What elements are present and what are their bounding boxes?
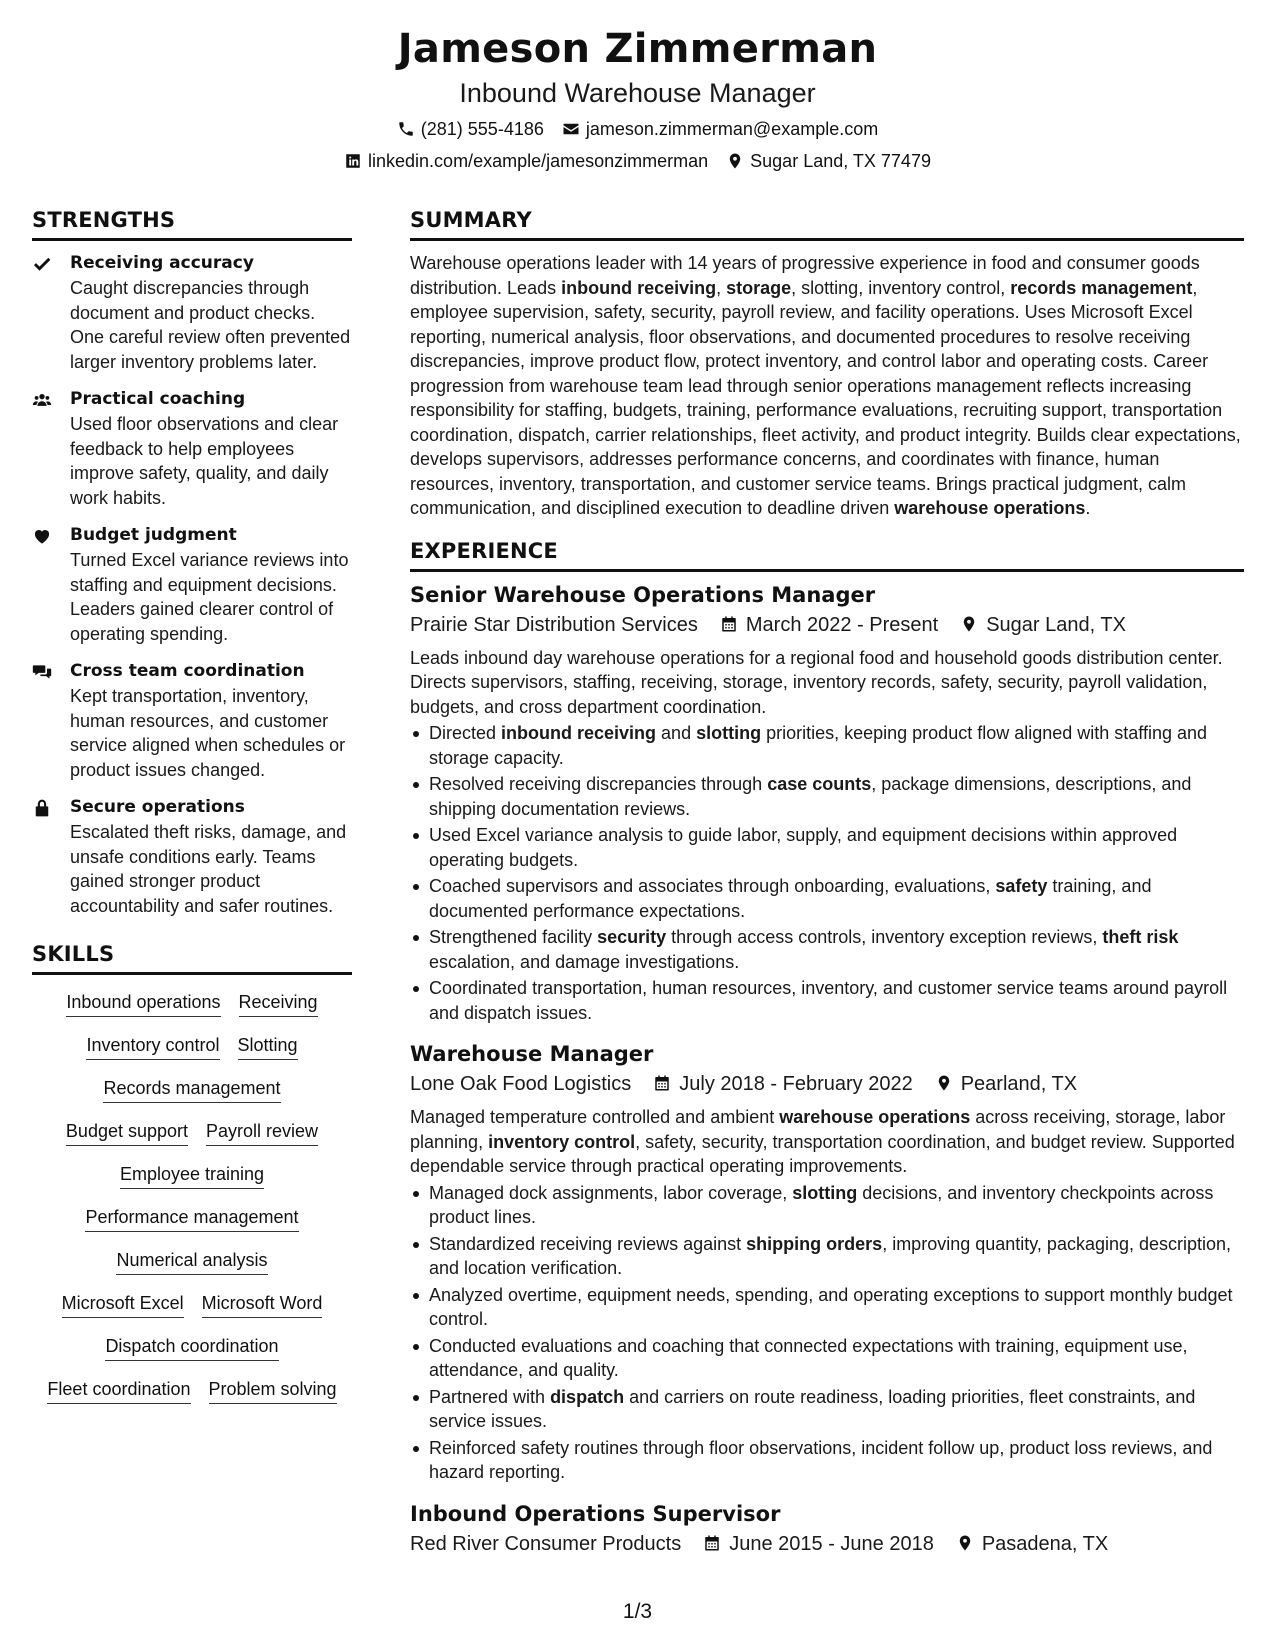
text-run: , improving quantity, packaging, description, and location verification. <box>429 1233 1232 1278</box>
contact-linkedin[interactable] <box>344 148 708 174</box>
contact-location <box>726 148 931 174</box>
bold-text: slotting <box>696 723 762 743</box>
skill-row <box>32 1075 352 1103</box>
bold-text: security <box>597 927 667 947</box>
phone-icon <box>397 120 415 138</box>
skill-row <box>32 989 352 1017</box>
skill-tag: Microsoft Word <box>202 1290 323 1318</box>
strength-title: Secure operations <box>70 797 245 817</box>
bold-text: slotting <box>792 1182 858 1203</box>
envelope-icon <box>562 120 580 138</box>
job-description <box>410 646 1244 720</box>
calendar-icon <box>653 1074 671 1092</box>
strength-desc: Turned Excel variance reviews into staffing and equipment decisions. Leaders gained clearer control of operating spending. <box>70 550 349 644</box>
strengths-list <box>32 251 352 918</box>
text-run: , <box>716 277 727 298</box>
strength-desc: Kept transportation, inventory, human resources, and customer service aligned when schedules or product issues changed. <box>70 686 346 780</box>
bold-text: records management <box>1010 277 1193 298</box>
map-pin-icon <box>956 1534 974 1552</box>
calendar-icon-wrap <box>653 1069 671 1099</box>
location-text: Sugar Land, TX 77479 <box>750 151 931 171</box>
contact-phone <box>397 116 544 142</box>
job-description <box>410 1105 1244 1179</box>
skill-tag: Inventory control <box>86 1032 219 1060</box>
strength-body <box>70 795 352 918</box>
contact-row-1 <box>0 116 1275 142</box>
text-run: , safety, security, transportation coordination, and budget review. Supported dependable service through practical operating improvements. <box>410 1131 1235 1176</box>
heart-icon <box>32 526 52 546</box>
job-company: Prairie Star Distribution Services <box>410 613 698 636</box>
strength-item <box>32 251 352 374</box>
skill-tag: Fleet coordination <box>47 1376 190 1404</box>
strength-icon-wrap <box>32 659 70 782</box>
skill-row <box>32 1204 352 1232</box>
job-dates: March 2022 - Present <box>745 613 939 636</box>
text-run: and carriers on route readiness, loading priorities, fleet constraints, and service issues. <box>429 1386 1196 1431</box>
candidate-title: Inbound Warehouse Manager <box>459 78 816 108</box>
contact-row-2 <box>0 148 1275 174</box>
job-location: Pasadena, TX <box>981 1532 1109 1555</box>
bold-text: inbound receiving <box>561 277 717 298</box>
strength-title: Cross team coordination <box>70 661 305 681</box>
text-run: , package dimensions, descriptions, and shipping documentation reviews. <box>429 774 1192 819</box>
text-run: Directed <box>429 723 502 743</box>
text-run: Reinforced safety routines through floor observations, incident follow up, product loss reviews, and hazard reporting. <box>429 1437 1213 1482</box>
map-pin-icon <box>726 152 744 170</box>
skills-heading: SKILLS <box>32 940 352 975</box>
job-bullet <box>410 1385 1244 1434</box>
users-icon <box>32 390 52 410</box>
strength-desc: Caught discrepancies through document and product checks. One careful review often prevented larger inventory problems later. <box>70 278 351 372</box>
skill-tag: Microsoft Excel <box>62 1290 184 1318</box>
map-pin-icon-wrap <box>956 1529 974 1559</box>
text-run: escalation, and damage investigations. <box>429 951 740 972</box>
text-run: Coached supervisors and associates through onboarding, evaluations, <box>429 876 996 896</box>
skill-tag: Inbound operations <box>66 989 220 1017</box>
job-meta <box>410 1529 1244 1559</box>
skill-row <box>32 1032 352 1060</box>
job-company: Red River Consumer Products <box>410 1532 682 1555</box>
job-bullet <box>410 874 1244 923</box>
job-bullet <box>410 721 1244 770</box>
check-icon <box>32 254 52 274</box>
strength-icon-wrap <box>32 523 70 646</box>
job-entry <box>410 1039 1244 1485</box>
strength-item <box>32 795 352 918</box>
email-text: jameson.zimmerman@example.com <box>585 119 879 139</box>
text-run: through access controls, inventory exception reviews, <box>666 927 1103 947</box>
strength-body <box>70 523 352 646</box>
strength-item <box>32 387 352 510</box>
bold-text: shipping orders <box>746 1233 883 1254</box>
map-pin-icon-wrap <box>960 610 978 640</box>
bold-text: dispatch <box>550 1386 625 1407</box>
job-bullet <box>410 1436 1244 1485</box>
text-run: training, and documented performance expectations. <box>429 876 1152 921</box>
summary-text <box>410 251 1244 521</box>
job-bullet <box>410 1232 1244 1281</box>
strength-desc: Used floor observations and clear feedback to help employees improve safety, quality, and daily work habits. <box>70 414 339 508</box>
strengths-heading: STRENGTHS <box>32 206 352 241</box>
text-run: Coordinated transportation, human resources, inventory, and customer service teams around payroll and dispatch issues. <box>429 978 1228 1023</box>
strength-body <box>70 387 352 510</box>
job-entry <box>410 1499 1244 1559</box>
page-number: 1/3 <box>622 1600 653 1623</box>
skill-tag: Budget support <box>66 1118 188 1146</box>
text-run: , employee supervision, safety, security, payroll review, and facility operations. Uses Microsoft Excel reporting, numerical analysis, floor observations, and documented procedures to resolve receiving discrepancies, improve product flow, protect inventory, and control labor and operating costs. Career progression from warehouse team lead through senior operations management reflects increasing responsibility for staffing, budgets, training, performance evaluations, recruiting support, transportation coordination, dispatch, carrier relationships, fleet activity, and product integrity. Builds clear expectations, develops supervisors, addresses performance concerns, and coordinates with finance, human resources, inventory, transportation, and customer service teams. Brings practical judgment, calm communication, and disciplined execution to deadline driven <box>410 277 1241 518</box>
skill-tag: Dispatch coordination <box>105 1333 278 1361</box>
bold-text: case counts <box>767 774 872 794</box>
text-run: decisions, and inventory checkpoints across product lines. <box>429 1182 1214 1227</box>
strength-item <box>32 659 352 782</box>
job-dates: July 2018 - February 2022 <box>679 1073 913 1095</box>
text-run: . <box>1085 498 1091 518</box>
skill-tag: Slotting <box>238 1032 298 1060</box>
text-run: Warehouse operations leader with 14 years of progressive experience in food and consumer goods distribution. Leads <box>410 253 1200 298</box>
job-location: Sugar Land, TX <box>986 613 1126 636</box>
job-bullet <box>410 772 1244 821</box>
job-dates: June 2015 - June 2018 <box>729 1532 934 1555</box>
contact-email[interactable] <box>562 116 878 142</box>
text-run: priorities, keeping product flow aligned with staffing and storage capacity. <box>429 723 1208 768</box>
skill-row <box>32 1290 352 1318</box>
comments-icon <box>32 662 52 682</box>
job-meta <box>410 610 1244 640</box>
strength-title: Budget judgment <box>70 525 237 545</box>
text-run: Leads inbound day warehouse operations for a regional food and household goods distribution center. Directs supervisors, staffing, receiving, storage, inventory records, safety, security, payroll validation, budgets, and cross department coordination. <box>410 647 1223 717</box>
job-title: Senior Warehouse Operations Manager <box>410 582 876 607</box>
skill-row <box>32 1376 352 1404</box>
job-bullet <box>410 1181 1244 1230</box>
candidate-name: Jameson Zimmerman <box>397 26 878 72</box>
skill-tag: Payroll review <box>206 1118 318 1146</box>
job-location: Pearland, TX <box>960 1073 1078 1095</box>
skill-tag: Problem solving <box>209 1376 337 1404</box>
strength-title: Receiving accuracy <box>70 253 254 273</box>
skill-row <box>32 1247 352 1275</box>
skill-tag: Numerical analysis <box>116 1247 267 1275</box>
job-bullet <box>410 925 1244 974</box>
map-pin-icon-wrap <box>935 1069 953 1099</box>
strength-body <box>70 251 352 374</box>
text-run: Resolved receiving discrepancies through <box>429 774 768 794</box>
job-title: Warehouse Manager <box>410 1042 654 1066</box>
strength-body <box>70 659 352 782</box>
strength-item <box>32 523 352 646</box>
jobs-list <box>410 580 1244 1559</box>
strength-desc: Escalated theft risks, damage, and unsafe conditions early. Teams gained stronger product accountability and safer routines. <box>70 822 347 916</box>
lock-icon <box>32 798 52 818</box>
text-run: Conducted evaluations and coaching that connected expectations with training, equipment use, attendance, and quality. <box>429 1335 1188 1380</box>
text-run: Managed temperature controlled and ambient <box>410 1107 780 1127</box>
calendar-icon <box>720 615 738 633</box>
map-pin-icon <box>960 615 978 633</box>
linkedin-icon <box>344 152 362 170</box>
text-run: Standardized receiving reviews against <box>429 1233 747 1254</box>
left-column <box>32 206 352 1419</box>
skill-tag: Receiving <box>239 989 318 1017</box>
right-column <box>410 206 1244 1559</box>
skill-tag: Performance management <box>85 1204 298 1232</box>
map-pin-icon <box>935 1074 953 1092</box>
job-entry <box>410 580 1244 1026</box>
skill-tag: Employee training <box>120 1161 264 1189</box>
summary-heading: SUMMARY <box>410 206 1244 241</box>
bold-text: warehouse operations <box>894 498 1086 518</box>
job-bullets <box>410 1181 1244 1485</box>
job-company: Lone Oak Food Logistics <box>410 1073 632 1095</box>
skill-tag: Records management <box>103 1075 280 1103</box>
bold-text: inventory control <box>488 1131 636 1152</box>
text-run: Managed dock assignments, labor coverage, <box>429 1182 793 1203</box>
linkedin-text: linkedin.com/example/jamesonzimmerman <box>368 151 709 171</box>
text-run: Strengthened facility <box>429 927 598 947</box>
skills-list <box>32 989 352 1404</box>
phone-text: (281) 555-4186 <box>420 119 544 139</box>
text-run: , slotting, inventory control, <box>791 277 1011 298</box>
job-bullet <box>410 823 1244 872</box>
calendar-icon <box>703 1534 721 1552</box>
job-bullet <box>410 1334 1244 1383</box>
strength-title: Practical coaching <box>70 389 246 409</box>
bold-text: safety <box>995 876 1048 896</box>
text-run: across receiving, storage, labor planning, <box>410 1107 1226 1152</box>
text-run: and <box>656 723 697 743</box>
calendar-icon-wrap <box>720 610 738 640</box>
job-title: Inbound Operations Supervisor <box>410 1501 781 1526</box>
job-bullet <box>410 1283 1244 1332</box>
text-run: Partnered with <box>429 1386 551 1407</box>
skill-row <box>32 1161 352 1189</box>
text-run: Used Excel variance analysis to guide labor, supply, and equipment decisions within approved operating budgets. <box>429 825 1178 870</box>
strength-icon-wrap <box>32 795 70 918</box>
skill-row <box>32 1118 352 1146</box>
experience-heading: EXPERIENCE <box>410 537 1244 572</box>
job-meta <box>410 1069 1244 1099</box>
bold-text: storage <box>726 277 792 298</box>
strength-icon-wrap <box>32 387 70 510</box>
bold-text: warehouse operations <box>779 1107 971 1127</box>
strength-icon-wrap <box>32 251 70 374</box>
job-bullet <box>410 976 1244 1025</box>
text-run: Analyzed overtime, equipment needs, spending, and operating exceptions to support monthly budget control. <box>429 1284 1233 1329</box>
bold-text: inbound receiving <box>501 723 657 743</box>
job-bullets <box>410 721 1244 1025</box>
calendar-icon-wrap <box>703 1529 721 1559</box>
bold-text: theft risk <box>1102 927 1179 947</box>
skill-row <box>32 1333 352 1361</box>
resume-header <box>0 22 1275 174</box>
